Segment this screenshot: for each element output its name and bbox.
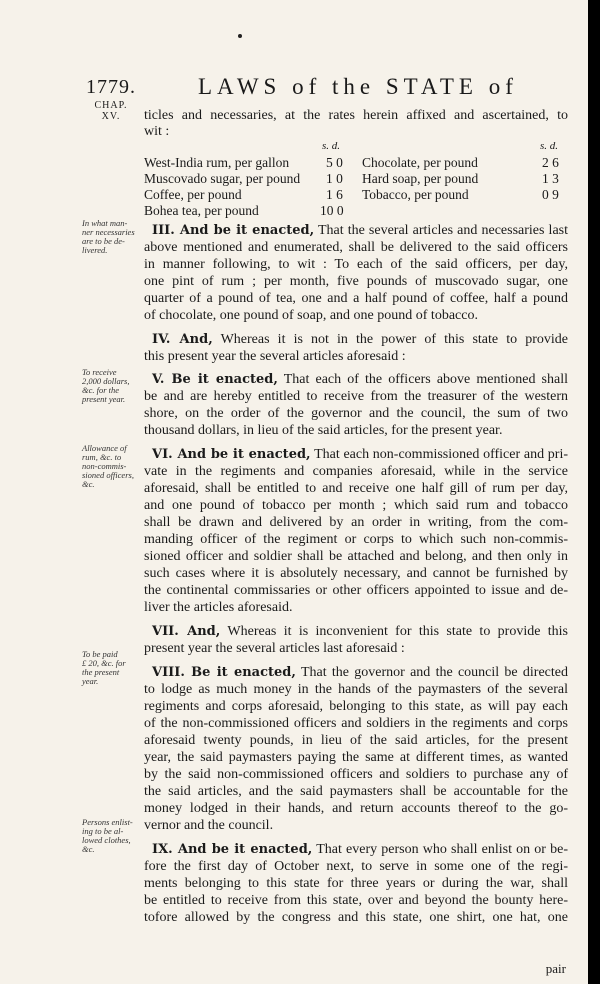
section-6-line: and one pound of tobacco per month ; which said rum and tobacco xyxy=(144,498,568,513)
chapter-label: CHAP. XV. xyxy=(94,100,128,122)
section-7-line: present year the several articles last aforesaid : xyxy=(144,641,405,656)
price-table-header: s. d. s. d. xyxy=(322,140,559,152)
section-8-line: vernor and the council. xyxy=(144,818,274,833)
section-6-line: aforesaid, shall be entitled to and receive one half gill of rum per day, xyxy=(144,481,568,496)
section-5-line: shore, on the order of the governor and the council, the sum of two xyxy=(144,406,568,421)
margin-note: Persons enlist- ing to be al- lowed clothes, &c. xyxy=(82,817,133,854)
section-3-line: III. And be it enacted, That the several articles and necessaries last xyxy=(152,223,568,238)
section-8-line: by the said non-commissioned officers and soldiers to purchase any of xyxy=(144,767,568,782)
running-title: LAWS of the STATE of xyxy=(198,74,518,99)
section-9-line: fore the first day of October next, to serve in some one of the regi- xyxy=(144,859,568,874)
section-6-line: vate in the regiments and companies aforesaid, while in the service xyxy=(144,464,568,479)
section-7-line: VII. And, Whereas it is inconvenient for this state to provide this xyxy=(152,624,568,639)
price-row: Coffee, per pound 1 6 Tobacco, per pound 0 9 xyxy=(144,187,559,202)
page-year: 1779. xyxy=(86,76,136,98)
margin-note: Allowance of rum, &c. to non-commis- sioned officers, &c. xyxy=(82,443,134,489)
margin-note: In what man- ner necessaries are to be de- livered. xyxy=(82,218,135,255)
text-line: ticles and necessaries, at the rates herein affixed and ascertained, to xyxy=(144,108,568,123)
page-header xyxy=(86,72,568,102)
section-9-line: be entitled to receive from this state, over and beyond the bounty here- xyxy=(144,893,568,908)
section-6-line: liver the articles aforesaid. xyxy=(144,600,293,615)
section-8-line: year, the said paymasters paying the same at different times, as wanted xyxy=(144,750,568,765)
section-3-line: one pint of rum ; per month, five pounds of muscovado sugar, one xyxy=(144,274,568,289)
section-8-line: regiments and corps aforesaid, belonging to this state, as will pay each xyxy=(144,699,568,714)
section-3-line: in manner following, to wit : To each of the said officers, per day, xyxy=(144,257,568,272)
price-row: West-India rum, per gallon 5 0 Chocolate, per pound 2 6 xyxy=(144,155,559,170)
margin-note: To receive 2,000 dollars, &c. for the present year. xyxy=(82,367,130,404)
section-6-line: the continental commissaries or other officers appointed to issue and de- xyxy=(144,583,568,598)
section-8-line: VIII. Be it enacted, That the governor and the council be directed xyxy=(152,665,569,680)
section-6-line: manding officer of the regiment or corps to which such non-commis- xyxy=(144,532,568,547)
margin-note: To be paid £ 20, &c. for the present year. xyxy=(82,649,126,686)
section-4-line: IV. And, Whereas it is not in the power of this state to provide xyxy=(152,332,569,347)
section-8-line: the said articles, and the said paymasters shall be accountable for the xyxy=(144,784,568,799)
section-9-line: ments belonging to this state for three years or during the war, shall xyxy=(144,876,568,891)
section-6-line: shall be drawn and delivered by an order in writing, from the com- xyxy=(144,515,568,530)
price-row: Muscovado sugar, per pound 1 0 Hard soap, per pound 1 3 xyxy=(144,171,559,186)
section-8-line: aforesaid twenty pounds, in lieu of the said articles, for the present xyxy=(144,733,568,748)
section-4-line: this present year the several articles aforesaid : xyxy=(144,349,406,364)
section-5-line: be and are hereby entitled to receive from the treasurer of the western xyxy=(144,389,568,404)
ink-dot xyxy=(238,34,242,38)
section-8-line: to lodge as much money in the hands of the paymasters of the several xyxy=(144,682,568,697)
section-5-line: thousand dollars, in lieu of the said articles, for the present year. xyxy=(144,423,503,438)
section-8-line: of the non-commissioned officers and soldiers in the regiments and corps xyxy=(144,716,568,731)
section-9-line: tofore allowed by the congress and this state, one shirt, one hat, one xyxy=(144,910,568,925)
section-3-line: above mentioned and enumerated, shall be delivered to the said officers xyxy=(144,240,568,255)
section-6-line: sioned officer and soldier shall be attached and belong, and then only in xyxy=(144,549,568,564)
text-line: wit : xyxy=(144,124,170,139)
section-9-line: IX. And be it enacted, That every person who shall enlist on or be- xyxy=(152,842,568,857)
section-6-line: such cases where it is absolutely necessary, and cannot be furnished by xyxy=(144,566,568,581)
section-6-line: VI. And be it enacted, That each non-commissioned officer and pri- xyxy=(152,447,569,462)
section-8-line: money lodged in their hands, and return accounts thereof to the go- xyxy=(144,801,568,816)
section-5-line: V. Be it enacted, That each of the officers above mentioned shall xyxy=(152,372,569,387)
price-row: Bohea tea, per pound 10 0 xyxy=(144,203,344,218)
section-3-line: of chocolate, one pound of soap, and one pound of tobacco. xyxy=(144,308,478,323)
catchword: pair xyxy=(545,961,566,976)
section-3-line: quarter of a pound of tea, one and a half pound of coffee, half a pound xyxy=(144,291,568,306)
